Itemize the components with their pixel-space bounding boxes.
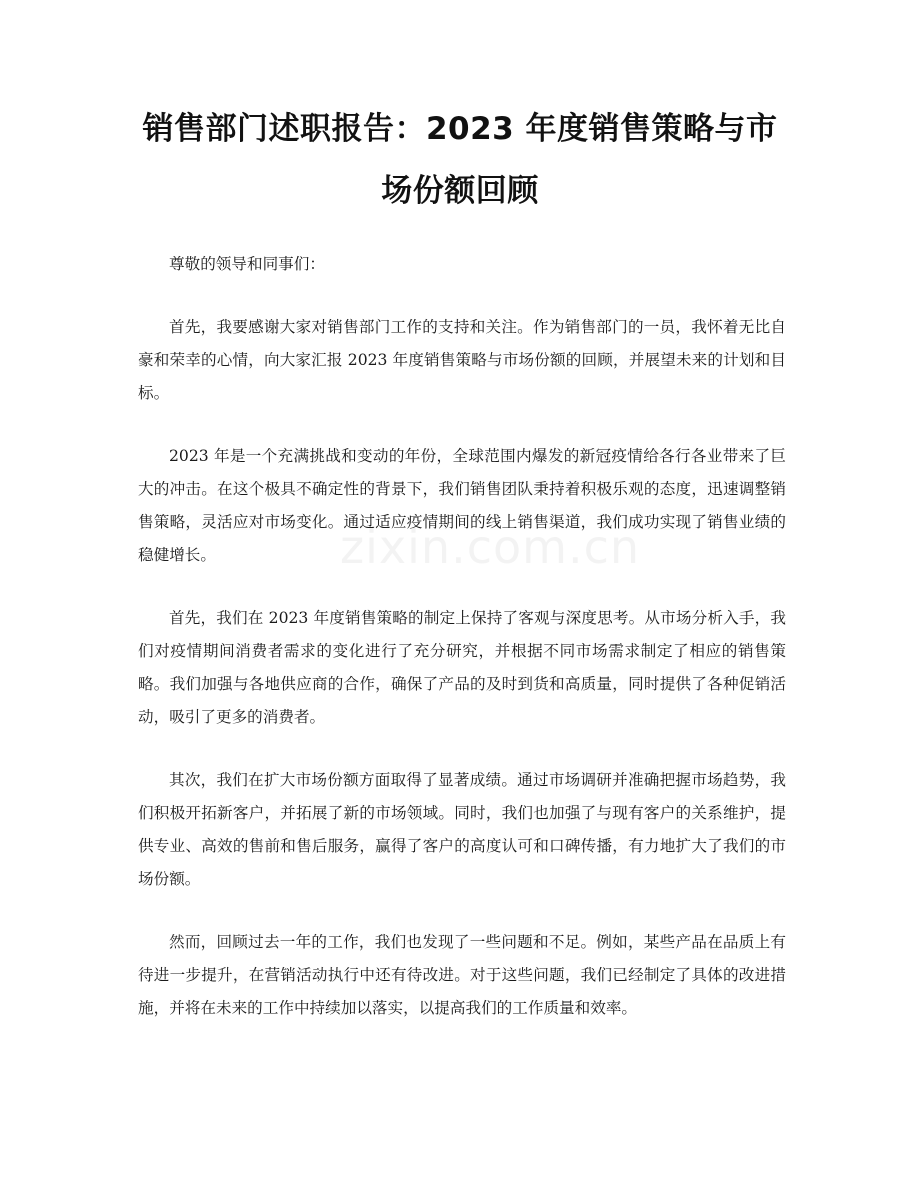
issues-paragraph: 然而，回顾过去一年的工作，我们也发现了一些问题和不足。例如，某些产品在品质上有待进一步提升，在营销活动执行中还有待改进。对于这些问题，我们已经制定了具体的改进措施，并将在未来的工作中持续加以落实，以提高我们的工作质量和效率。 — [138, 933, 786, 1017]
watermark: zixin.com.cn — [340, 520, 641, 574]
market-share-paragraph: 其次，我们在扩大市场份额方面取得了显著成绩。通过市场调研并准确把握市场趋势，我们积极开拓新客户，并拓展了新的市场领域。同时，我们也加强了与现有客户的关系维护，提供专业、高效的售前和售后服务，赢得了客户的高度认可和口碑传播，有力地扩大了我们的市场份额。 — [138, 771, 786, 888]
document-title: 销售部门述职报告：2023 年度销售策略与市场份额回顾 — [142, 111, 778, 209]
intro-paragraph: 首先，我要感谢大家对销售部门工作的支持和关注。作为销售部门的一员，我怀着无比自豪和荣幸的心情，向大家汇报 2023 年度销售策略与市场份额的回顾，并展望未来的计划和目标。 — [138, 318, 786, 402]
context-paragraph: 2023 年是一个充满挑战和变动的年份，全球范围内爆发的新冠疫情给各行各业带来了巨大的冲击。在这个极具不确定性的背景下，我们销售团队秉持着积极乐观的态度，迅速调整销售策略，灵活应对市场变化。通过适应疫情期间的线上销售渠道，我们成功实现了销售业绩的稳健增长。 — [138, 447, 786, 564]
strategy-paragraph: 首先，我们在 2023 年度销售策略的制定上保持了客观与深度思考。从市场分析入手，我们对疫情期间消费者需求的变化进行了充分研究，并根据不同市场需求制定了相应的销售策略。我们加强与各地供应商的合作，确保了产品的及时到货和高质量，同时提供了各种促销活动，吸引了更多的消费者。 — [138, 609, 786, 726]
greeting-paragraph: 尊敬的领导和同事们： — [169, 255, 325, 273]
document-body — [138, 248, 786, 1055]
